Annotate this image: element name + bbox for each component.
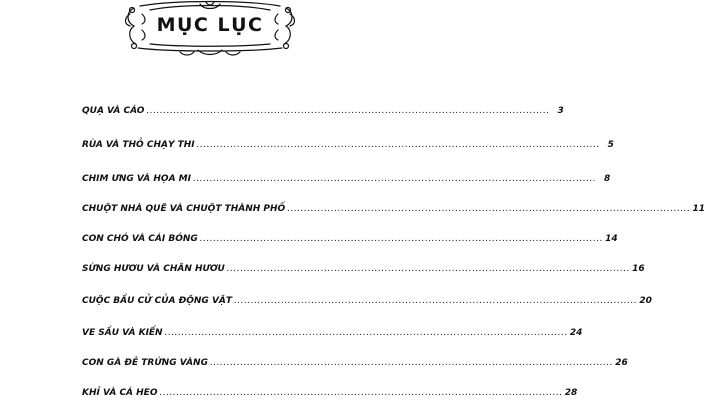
toc-dot-leader: ........................................................................................................................ — [287, 204, 691, 214]
toc-entry-page-number: 14 — [605, 234, 618, 244]
toc-entry-title: QUẠ VÀ CÁO — [82, 106, 145, 116]
toc-entry-page-number: 24 — [569, 328, 583, 338]
toc-entry[interactable] — [82, 174, 611, 188]
toc-entry[interactable] — [82, 358, 628, 372]
toc-dot-leader: ........................................................................................................................ — [234, 296, 638, 306]
toc-entry-page-number: 26 — [615, 358, 628, 368]
toc-dot-leader: ........................................................................................................................ — [164, 328, 568, 338]
toc-entry-page-number: 28 — [564, 388, 578, 398]
toc-entry-page-number: 11 — [692, 204, 705, 214]
toc-entry-title: CUỘC BẦU CỬ CỦA ĐỘNG VẬT — [82, 296, 233, 306]
toc-entry-title: KHỈ VÀ CÁ HEO — [82, 388, 158, 398]
toc-entry-title: VE SẦU VÀ KIẾN — [82, 328, 163, 338]
toc-dot-leader: ........................................................................................................................ — [226, 264, 631, 274]
toc-dot-leader: ........................................................................................................................ — [196, 140, 600, 150]
toc-entry[interactable] — [82, 328, 583, 342]
toc-entry-page-number: 16 — [632, 264, 645, 274]
toc-entry-page-number: 3 — [557, 106, 564, 116]
toc-entry-page-number: 5 — [607, 140, 614, 150]
toc-dot-leader: ........................................................................................................................ — [159, 388, 563, 398]
toc-dot-leader: ........................................................................................................................ — [192, 174, 597, 184]
toc-entry-title: CHIM ƯNG VÀ HỌA MI — [82, 174, 191, 184]
toc-entry-title: CHUỘT NHÀ QUÊ VÀ CHUỘT THÀNH PHỐ — [82, 204, 286, 214]
toc-entry[interactable] — [82, 140, 614, 154]
toc-dot-leader: ........................................................................................................................ — [199, 234, 604, 244]
toc-entry[interactable] — [82, 388, 578, 402]
toc-dot-leader: ........................................................................................................................ — [146, 106, 550, 116]
toc-entry[interactable] — [82, 106, 564, 120]
toc-dot-leader: ........................................................................................................................ — [209, 358, 614, 368]
toc-entry-title: CON GÀ ĐẺ TRỨNG VÀNG — [82, 358, 208, 368]
toc-entry[interactable] — [82, 204, 705, 218]
toc-entry[interactable] — [82, 296, 652, 310]
toc-entry-title: CON CHÓ VÀ CÁI BÓNG — [82, 234, 198, 244]
toc-entry-title: SỪNG HƯƠU VÀ CHÂN HƯƠU — [82, 264, 225, 274]
page-title: MỤC LỤC — [156, 14, 264, 36]
toc-entry[interactable] — [82, 234, 618, 248]
toc-entry[interactable] — [82, 264, 645, 278]
toc-entry-page-number: 8 — [604, 174, 611, 184]
toc-entry-title: RÙA VÀ THỎ CHẠY THI — [82, 140, 195, 150]
toc-entry-page-number: 20 — [639, 296, 652, 306]
